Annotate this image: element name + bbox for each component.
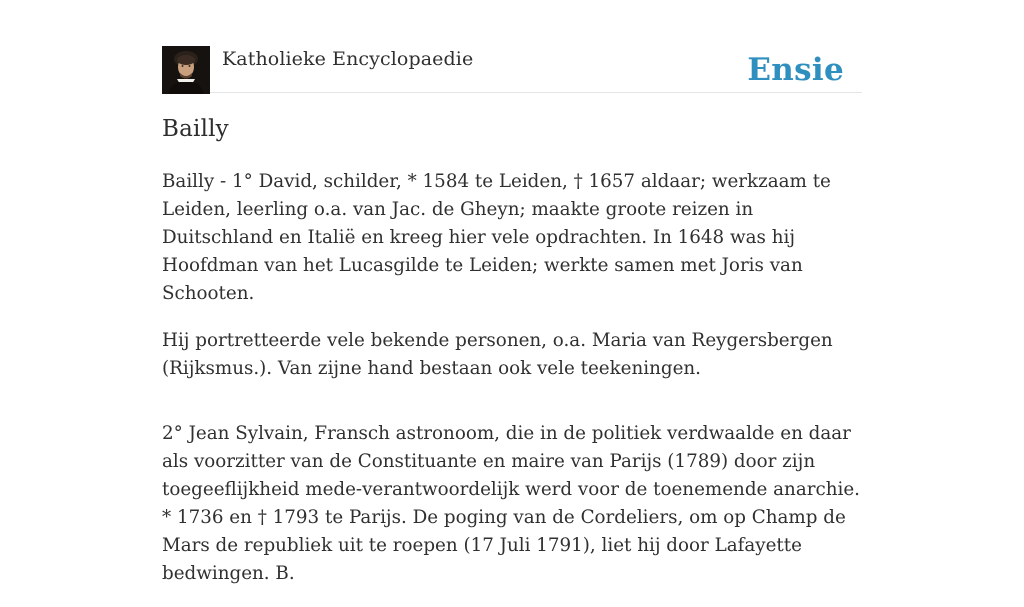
page-title: Bailly [162,116,229,142]
brand-logo[interactable]: Ensie [747,52,844,88]
site-header [162,46,862,93]
article-paragraph: Hij portretteerde vele bekende personen, o.a. Maria van Reygersbergen (Rijksmus.). Van zijne hand bestaan ook vele teekeningen. [162,330,833,379]
site-name[interactable]: Katholieke Encyclopaedie [222,48,474,70]
article-paragraph: Bailly - 1° David, schilder, * 1584 te Leiden, † 1657 aldaar; werkzaam te Leiden, leerling o.a. van Jac. de Gheyn; maakte groote reizen in Duitschland en Italië en kreeg hier vele opdrachten. In 1648 was hij Hoofdman van het Lucasgilde te Leiden; werkte samen met Joris van Schooten. [162,171,831,304]
portrait-avatar-icon[interactable] [162,46,210,94]
article-paragraph: 2° Jean Sylvain, Fransch astronoom, die in de politiek verdwaalde en daar als voorzitter van de Constituante en maire van Parijs (1789) door zijn toegeeflijkheid mede-verantwoordelijk werd voor de toenemende anarchie. * 1736 en † 1793 te Parijs. De poging van de Cordeliers, om op Champ de Mars de republiek uit te roepen (17 Juli 1791), liet hij door Lafayette bedwingen. B. [162,423,860,584]
article-body [162,168,862,607]
